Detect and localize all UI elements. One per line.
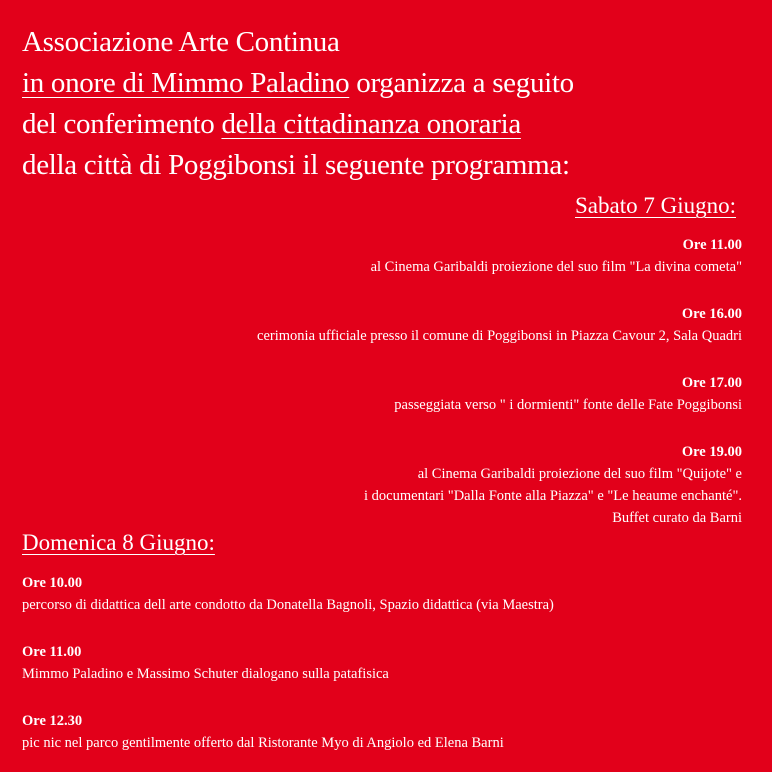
saturday-event-1700 [394, 372, 742, 416]
intro-line-3-start: del conferimento [22, 108, 222, 140]
intro-line-2 [22, 63, 752, 104]
citizenship-underlined: della cittadinanza onoraria [221, 108, 521, 140]
event-time: Ore 12.30 [22, 713, 83, 729]
sunday-event-1100 [22, 641, 389, 685]
event-time: Ore 19.00 [681, 444, 742, 460]
event-time: Ore 17.00 [681, 375, 742, 391]
event-time: Ore 10.00 [22, 575, 83, 591]
sunday-event-1000 [22, 572, 554, 616]
event-description: percorso di didattica dell arte condotto da Donatella Bagnoli, Spazio didattica (via Maestra) [22, 597, 554, 613]
event-description: cerimonia ufficiale presso il comune di Poggibonsi in Piazza Cavour 2, Sala Quadri [257, 328, 742, 344]
intro-line-4: della città di Poggibonsi il seguente programma: [22, 149, 570, 181]
intro-line-1: Associazione Arte Continua [22, 26, 340, 58]
intro-text [22, 22, 752, 186]
event-description: i documentari "Dalla Fonte alla Piazza" e "Le heaume enchanté". [364, 488, 742, 504]
saturday-heading: Sabato 7 Giugno: [575, 193, 736, 218]
event-time: Ore 11.00 [682, 237, 742, 253]
event-description: passeggiata verso " i dormienti" fonte delle Fate Poggibonsi [394, 397, 742, 413]
intro-line-2-rest: organizza a seguito [349, 67, 574, 99]
saturday-event-1600 [257, 303, 742, 347]
sunday-event-1230 [22, 710, 504, 754]
saturday-event-1100 [371, 234, 742, 278]
event-description: pic nic nel parco gentilmente offerto dal Ristorante Myo di Angiolo ed Elena Barni [22, 735, 504, 751]
sunday-heading: Domenica 8 Giugno: [22, 530, 215, 555]
event-description: Mimmo Paladino e Massimo Schuter dialogano sulla patafisica [22, 666, 389, 682]
honoree-underlined: in onore di Mimmo Paladino [22, 67, 350, 99]
event-time: Ore 11.00 [22, 644, 82, 660]
event-description: al Cinema Garibaldi proiezione del suo film "Quijote" e [417, 466, 742, 482]
event-time: Ore 16.00 [681, 306, 742, 322]
intro-line-3 [22, 104, 752, 145]
event-description: al Cinema Garibaldi proiezione del suo film "La divina cometa" [370, 259, 742, 275]
saturday-event-1900 [364, 441, 742, 529]
event-description: Buffet curato da Barni [612, 510, 742, 526]
